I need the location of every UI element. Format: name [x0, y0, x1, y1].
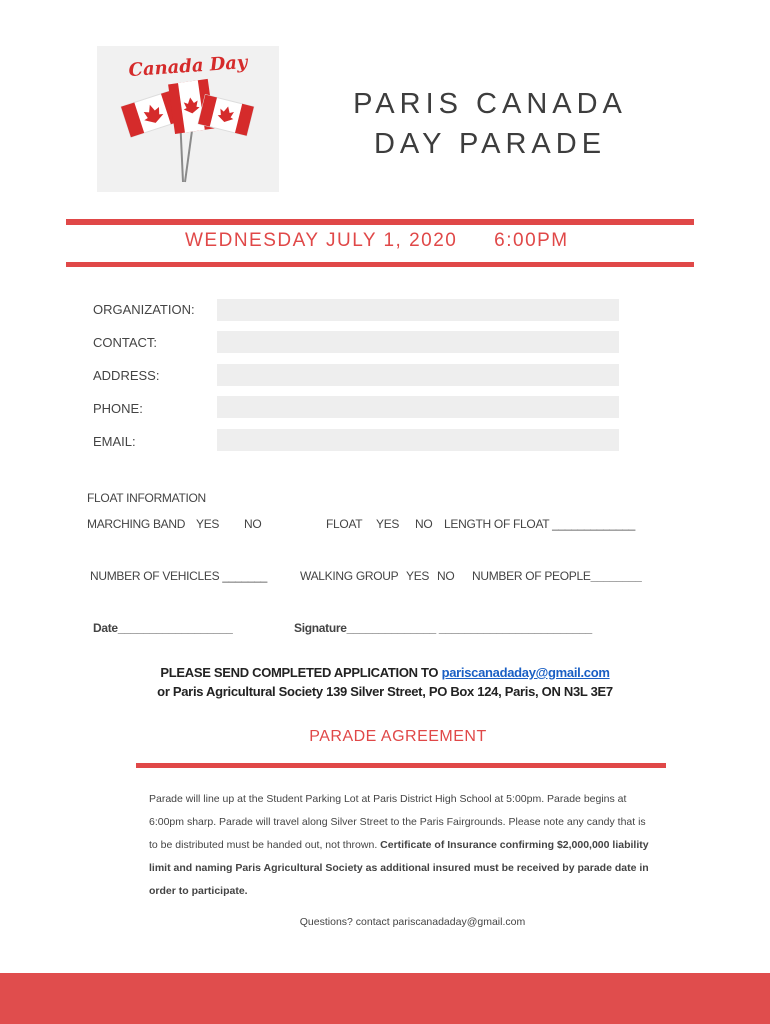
- address-label: ADDRESS:: [93, 368, 160, 383]
- date-field[interactable]: [93, 621, 233, 635]
- walking-group-no[interactable]: NO: [437, 569, 455, 583]
- divider-top: [66, 219, 694, 225]
- marching-band-label: MARCHING BAND: [87, 517, 186, 531]
- send-instructions: [0, 665, 770, 680]
- title-line-1: PARIS CANADA: [353, 88, 627, 120]
- organization-label: ORGANIZATION:: [93, 302, 195, 317]
- address-field[interactable]: [217, 364, 619, 386]
- agreement-text: [149, 788, 657, 903]
- agreement-plain: Parade will line up at the Student Parking Lot at Paris District High School at 5:00pm. Parade begins at 6:00pm sharp. Parade will travel along Silver Street to the Paris Fairgrounds. Please note any candy that is to be distributed must be handed out, not thrown.: [149, 793, 646, 851]
- float-no[interactable]: NO: [415, 517, 433, 531]
- phone-field[interactable]: [217, 396, 619, 418]
- number-of-people-blank: ________: [590, 569, 642, 583]
- float-label: FLOAT: [326, 517, 363, 531]
- canada-flags-icon: [117, 74, 257, 186]
- length-of-float-field[interactable]: LENGTH OF FLOAT _____________: [444, 517, 635, 531]
- email-label: EMAIL:: [93, 434, 136, 449]
- contact-label: CONTACT:: [93, 335, 158, 350]
- event-date: WEDNESDAY JULY 1, 2020: [185, 230, 458, 251]
- date-label: Date: [93, 621, 118, 635]
- signature-label: Signature: [294, 621, 347, 635]
- event-time: 6:00PM: [494, 230, 569, 251]
- float-info-heading: FLOAT INFORMATION: [87, 491, 206, 505]
- contact-field[interactable]: [217, 331, 619, 353]
- number-of-vehicles-field[interactable]: NUMBER OF VEHICLES _______: [90, 569, 267, 583]
- logo-text: Canada Day: [127, 51, 249, 82]
- event-date-line: [185, 230, 569, 252]
- marching-band-yes[interactable]: YES: [196, 517, 220, 531]
- mailing-address: or Paris Agricultural Society 139 Silver Street, PO Box 124, Paris, ON N3L 3E7: [157, 684, 613, 699]
- agreement-heading: PARADE AGREEMENT: [309, 728, 487, 745]
- canada-day-logo: [97, 46, 279, 192]
- signature-field[interactable]: [294, 621, 592, 635]
- organization-field[interactable]: [217, 299, 619, 321]
- marching-band-no[interactable]: NO: [244, 517, 262, 531]
- walking-group-label: WALKING GROUP: [300, 569, 399, 583]
- email-link[interactable]: pariscanadaday@gmail.com: [441, 665, 610, 680]
- agreement-insurance: Certificate of Insurance confirming $2,000,000 liability limit and naming Paris Agricultural Society as additional insured must be received by parade date in order to participate.: [149, 839, 649, 897]
- agreement-divider: [136, 763, 666, 768]
- questions-contact: Questions? contact pariscanadaday@gmail.com: [299, 916, 526, 928]
- footer-bar: [0, 973, 770, 1024]
- number-of-people-field[interactable]: [472, 569, 642, 583]
- title-line-2: DAY PARADE: [373, 128, 607, 160]
- float-yes[interactable]: YES: [376, 517, 400, 531]
- number-of-people-label: NUMBER OF PEOPLE: [472, 569, 591, 583]
- walking-group-yes[interactable]: YES: [406, 569, 430, 583]
- divider-bottom: [66, 262, 694, 267]
- date-blank: __________________: [117, 621, 233, 635]
- email-field[interactable]: [217, 429, 619, 451]
- phone-label: PHONE:: [93, 401, 143, 416]
- page-title: [300, 84, 680, 164]
- signature-blank: ______________ ________________________: [346, 621, 592, 635]
- send-prefix: PLEASE SEND COMPLETED APPLICATION TO: [160, 665, 439, 680]
